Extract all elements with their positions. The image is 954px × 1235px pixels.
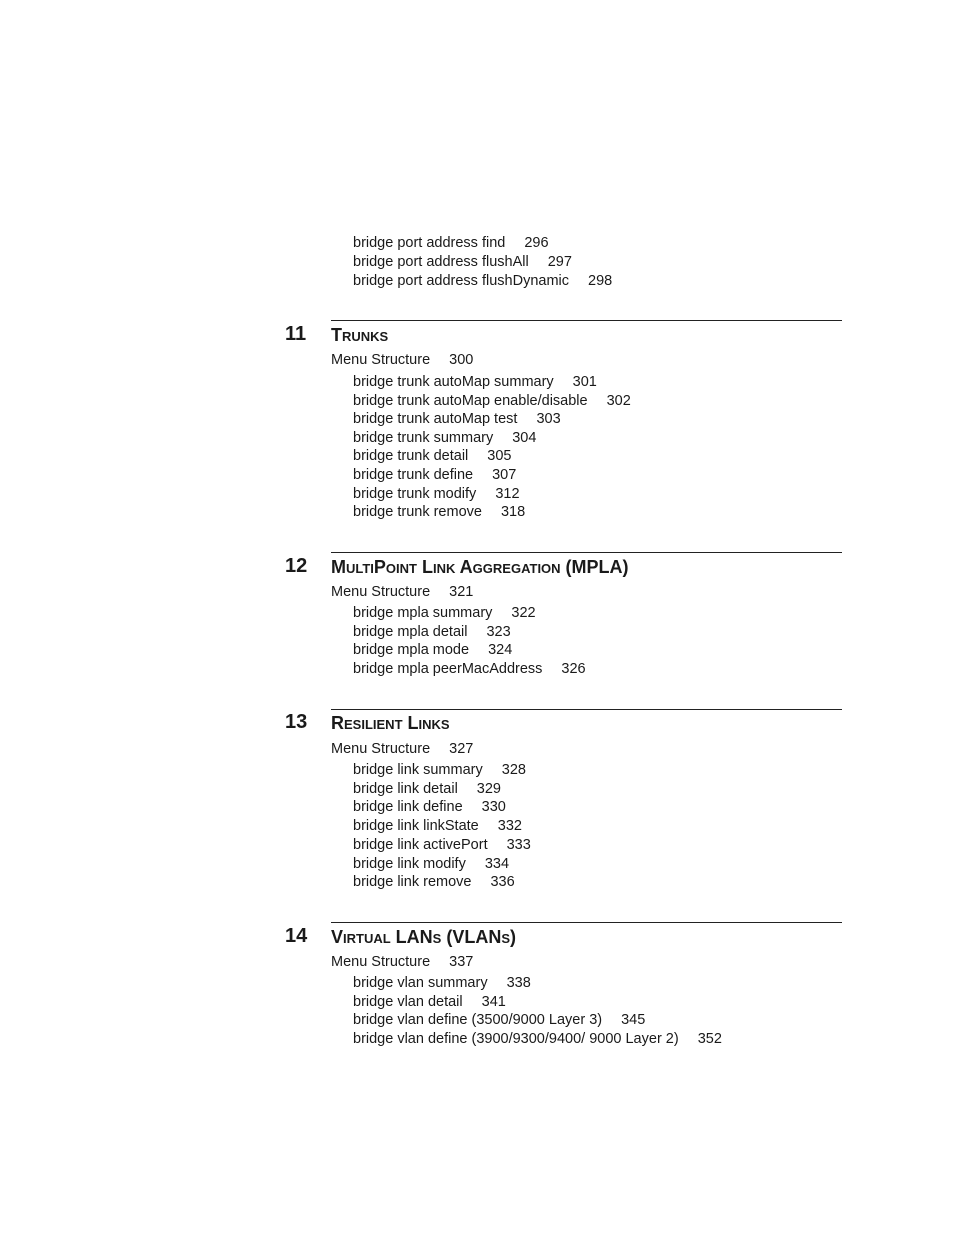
toc-entry[interactable]: bridge vlan detail 341 xyxy=(353,993,506,1010)
toc-entry[interactable]: bridge mpla detail 323 xyxy=(353,623,511,640)
menu-structure-entry[interactable]: Menu Structure 327 xyxy=(331,741,474,757)
chapter-number: 12 xyxy=(285,555,308,577)
chapter-divider xyxy=(331,552,842,553)
toc-entry[interactable]: bridge trunk autoMap summary 301 xyxy=(353,374,597,390)
toc-entry[interactable]: bridge link summary 328 xyxy=(353,762,526,778)
toc-entry[interactable]: bridge link modify 334 xyxy=(353,855,510,872)
chapter-number: 14 xyxy=(285,925,308,947)
toc-entry[interactable]: bridge link define 330 xyxy=(353,799,506,816)
chapter-divider xyxy=(331,922,842,923)
toc-entry[interactable]: bridge mpla summary 322 xyxy=(353,605,536,621)
toc-entry[interactable]: bridge trunk define 307 xyxy=(353,467,517,483)
toc-entry[interactable]: bridge port address find 296 xyxy=(353,235,549,251)
toc-entry[interactable]: bridge trunk autoMap test 303 xyxy=(353,411,561,428)
toc-entry[interactable]: bridge vlan define (3900/9300/9400/ 9000 Layer 2) 352 xyxy=(353,1031,722,1048)
toc-entry[interactable]: bridge port address flushAll 297 xyxy=(353,254,572,270)
chapter-title[interactable]: Virtual LANs (VLANs) xyxy=(331,927,516,947)
toc-entry[interactable]: bridge link remove 336 xyxy=(353,874,515,891)
toc-entry[interactable]: bridge vlan summary 338 xyxy=(353,975,531,991)
toc-entry[interactable]: bridge mpla mode 324 xyxy=(353,642,513,659)
menu-structure-entry[interactable]: Menu Structure 337 xyxy=(331,954,474,970)
toc-entry[interactable]: bridge trunk remove 318 xyxy=(353,504,526,521)
chapter-title[interactable]: Trunks xyxy=(331,325,389,345)
toc-entry[interactable]: bridge link linkState 332 xyxy=(353,818,522,835)
chapter-divider xyxy=(331,320,842,321)
toc-entry[interactable]: bridge trunk detail 305 xyxy=(353,448,512,465)
chapter-number: 11 xyxy=(285,323,307,345)
toc-entry[interactable]: bridge vlan define (3500/9000 Layer 3) 345 xyxy=(353,1012,646,1029)
toc-entry[interactable]: bridge mpla peerMacAddress 326 xyxy=(353,661,586,678)
toc-entry[interactable]: bridge trunk autoMap enable/disable 302 xyxy=(353,392,631,409)
toc-entry[interactable]: bridge port address flushDynamic 298 xyxy=(353,273,613,289)
toc-entry[interactable]: bridge link detail 329 xyxy=(353,780,501,797)
chapter-title[interactable]: MultiPoint Link Aggregation (MPLA) xyxy=(331,557,629,577)
toc-entry[interactable]: bridge trunk modify 312 xyxy=(353,485,520,502)
chapter-divider xyxy=(331,709,842,710)
chapter-title[interactable]: Resilient Links xyxy=(331,713,450,733)
menu-structure-entry[interactable]: Menu Structure 300 xyxy=(331,352,474,368)
menu-structure-entry[interactable]: Menu Structure 321 xyxy=(331,584,474,600)
toc-entry[interactable]: bridge trunk summary 304 xyxy=(353,429,537,446)
chapter-number: 13 xyxy=(285,711,308,733)
toc-entry[interactable]: bridge link activePort 333 xyxy=(353,836,531,853)
